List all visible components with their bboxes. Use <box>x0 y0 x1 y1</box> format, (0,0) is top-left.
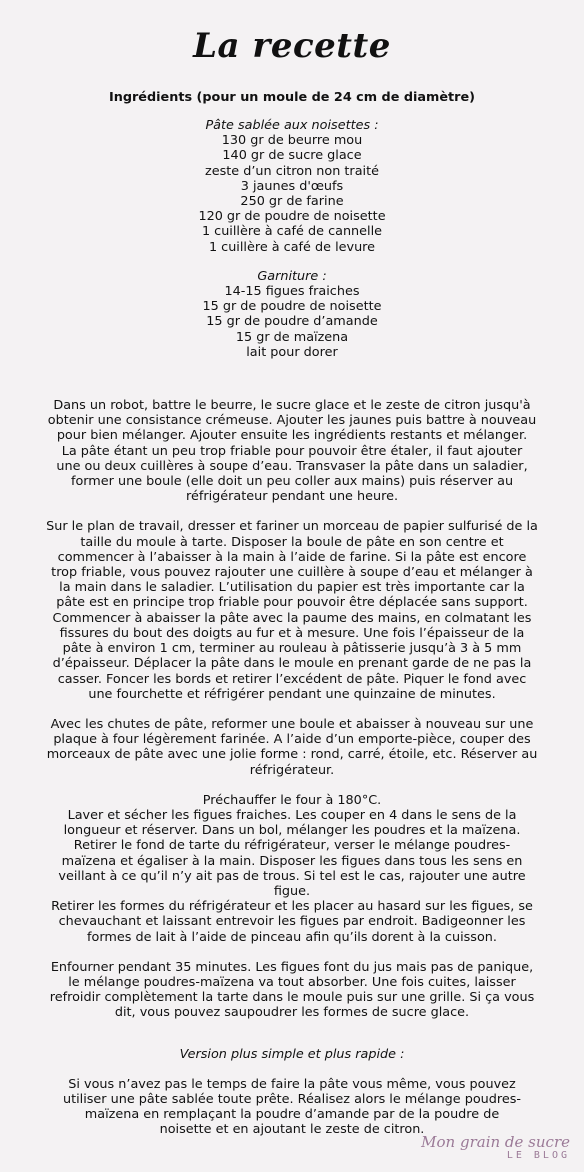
text-line: une ou deux cuillères à soupe d’eau. Transvaser la pâte dans un saladier, <box>56 458 528 474</box>
text-line: une fourchette et réfrigérer pendant une quinzaine de minutes. <box>88 686 496 702</box>
text-line: Si vous n’avez pas le temps de faire la pâte vous même, vous pouvez <box>68 1076 516 1092</box>
text-line: refroidir complètement la tarte dans le moule puis sur une grille. Si ça vous <box>49 990 535 1006</box>
text-line: Dans un robot, battre le beurre, le sucre glace et le zeste de citron jusqu'à <box>53 398 531 414</box>
blog-signature <box>421 1134 570 1162</box>
text-line: pour bien mélanger. Ajouter ensuite les ingrédients restants et mélanger. <box>56 428 528 444</box>
text-line: longueur et réserver. Dans un bol, mélanger les poudres et la maïzena. <box>63 823 521 839</box>
step-paragraph-1 <box>14 398 570 504</box>
pate-ingredients <box>14 118 570 255</box>
step-paragraph-3 <box>14 717 570 778</box>
ingredient-item: 3 jaunes d'œufs <box>240 178 344 194</box>
step-paragraph-2 <box>14 519 570 701</box>
ingredient-item: lait pour dorer <box>246 344 338 360</box>
text-line: noisette et en ajoutant le zeste de citron. <box>159 1122 425 1138</box>
text-line: Commencer à abaisser la pâte avec la paume des mains, en colmatant les <box>52 610 532 626</box>
text-line: Retirer le fond de tarte du réfrigérateur, verser le mélange poudres- <box>73 838 511 854</box>
text-line: Préchauffer le four à 180°C. <box>202 792 382 808</box>
text-line: morceaux de pâte avec une jolie forme : rond, carré, étoile, etc. Réserver au <box>46 747 538 763</box>
ingredient-item: 14-15 figues fraiches <box>224 284 360 300</box>
ingredient-item: 1 cuillère à café de cannelle <box>201 224 383 240</box>
garniture-ingredients <box>14 269 570 360</box>
text-line: Enfourner pendant 35 minutes. Les figues font du jus mais pas de panique, <box>50 959 534 975</box>
text-line: Laver et sécher les figues fraiches. Les couper en 4 dans le sens de la <box>67 807 517 823</box>
text-line: formes de lait à l’aide de pinceau afin qu’ils dorent à la cuisson. <box>87 929 497 945</box>
text-line: commencer à l’abaisser à la main à l’aide de farine. Si la pâte est encore <box>57 549 527 565</box>
text-line: dit, vous pouvez saupoudrer les formes de sucre glace. <box>114 1005 470 1021</box>
text-line: plaque à four légèrement farinée. A l’aide d’un emporte-pièce, couper des <box>53 732 531 748</box>
text-line: fissures du bout des doigts au fur et à mesure. Une fois l’épaisseur de la <box>59 625 525 641</box>
text-line: former une boule (elle doit un peu coller aux mains) puis réserver au <box>70 474 514 490</box>
ingredient-item: zeste d’un citron non traité <box>205 163 379 179</box>
ingredient-item: 140 gr de sucre glace <box>222 148 362 164</box>
step-paragraph-5 <box>14 960 570 1021</box>
ingredient-item: 130 gr de beurre mou <box>221 133 363 149</box>
page-title: La recette <box>193 26 391 66</box>
text-line: maïzena en remplaçant la poudre d’amande par de la poudre de <box>84 1107 500 1123</box>
text-line: réfrigérateur pendant une heure. <box>185 489 399 505</box>
ingredient-item: 15 gr de poudre de noisette <box>202 299 382 315</box>
text-line: réfrigérateur. <box>249 762 335 778</box>
text-line: Retirer les formes du réfrigérateur et les placer au hasard sur les figues, se <box>51 899 533 915</box>
ingredients-heading: Ingrédients (pour un moule de 24 cm de diamètre) <box>108 90 476 105</box>
variant-heading: Version plus simple et plus rapide : <box>179 1046 405 1062</box>
ingredient-item: 250 gr de farine <box>240 194 344 210</box>
text-line: taille du moule à tarte. Disposer la boule de pâte en son centre et <box>80 534 504 550</box>
text-line: obtenir une consistance crémeuse. Ajouter les jaunes puis battre à nouveau <box>47 413 537 429</box>
ingredient-item: 15 gr de poudre d’amande <box>206 314 378 330</box>
variant-paragraph <box>14 1077 570 1138</box>
text-line: Sur le plan de travail, dresser et fariner un morceau de papier sulfurisé de la <box>46 519 538 535</box>
text-line: chevauchant et laissant entrevoir les figues par endroit. Badigeonner les <box>58 914 526 930</box>
ingredient-item: 15 gr de maïzena <box>235 329 349 345</box>
text-line: maïzena et égaliser à la main. Disposer les figues dans tous les sens en <box>61 853 523 869</box>
text-line: Avec les chutes de pâte, reformer une boule et abaisser à nouveau sur une <box>50 716 534 732</box>
text-line: casser. Foncer les bords et retirer l’excédent de pâte. Piquer le fond avec <box>57 671 527 687</box>
signature-script: Mon grain de sucre <box>421 1133 570 1151</box>
text-line: veillant à ce qu’il n’y ait pas de trous. Si tel est le cas, rajouter une autre <box>58 868 526 884</box>
text-line: figue. <box>273 883 311 899</box>
ingredient-item: 120 gr de poudre de noisette <box>198 209 386 225</box>
signature-blog: LE BLOG <box>506 1150 570 1161</box>
text-line: utiliser une pâte sablée toute prête. Réalisez alors le mélange poudres- <box>62 1091 522 1107</box>
text-line: La pâte étant un peu trop friable pour pouvoir être étaler, il faut ajouter <box>61 443 523 459</box>
text-line: trop friable, vous pouvez rajouter une cuillère à soupe d’eau et mélanger à <box>51 565 533 581</box>
text-line: la main dans le saladier. L’utilisation du papier est très importante car la <box>59 580 525 596</box>
text-line: pâte à environ 1 cm, terminer au rouleau à pâtisserie jusqu’à 3 à 5 mm <box>62 641 522 657</box>
text-line: le mélange poudres-maïzena va tout absorber. Une fois cuites, laisser <box>68 974 516 990</box>
ingredient-item: 1 cuillère à café de levure <box>208 239 376 255</box>
text-line: d’épaisseur. Déplacer la pâte dans le moule en prenant garde de ne pas la <box>52 656 532 672</box>
garniture-heading: Garniture : <box>257 268 327 284</box>
text-line: pâte est en principe trop friable pour pouvoir être déplacée sans support. <box>56 595 528 611</box>
step-paragraph-4 <box>14 793 570 945</box>
pate-heading: Pâte sablée aux noisettes : <box>205 118 379 133</box>
